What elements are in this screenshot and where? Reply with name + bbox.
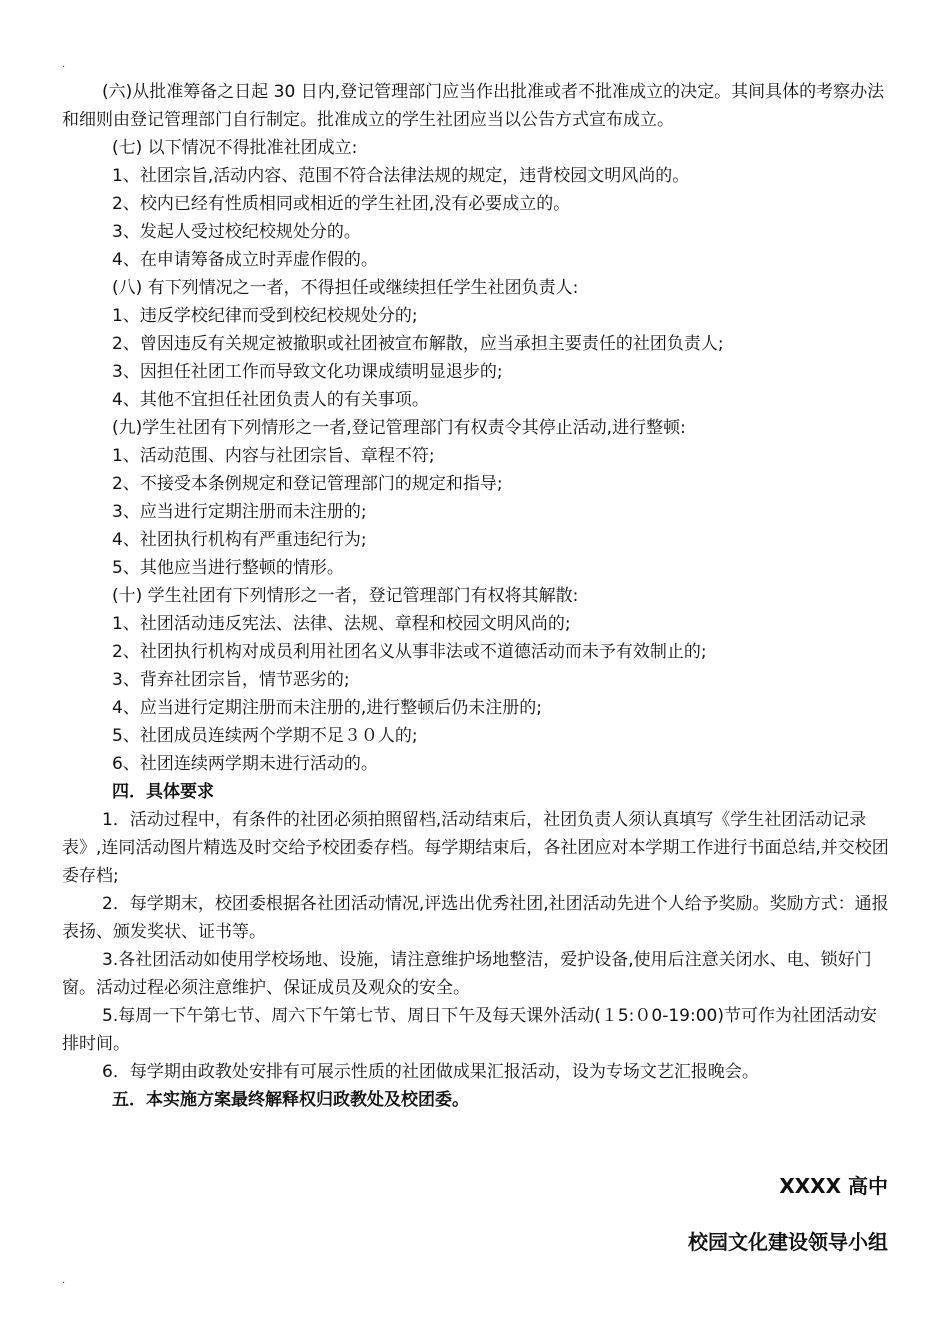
part-five-heading: 五．本实施方案最终解释权归政教处及校团委。 xyxy=(112,1090,469,1110)
list-item: 5、其他应当进行整顿的情形。 xyxy=(112,558,344,578)
list-item: 2、社团执行机构对成员利用社团名义从事非法或不道德活动而未予有效制止的; xyxy=(112,642,707,662)
signature-school: XXXX 高中 xyxy=(779,1174,888,1198)
section-seven-title: (七) 以下情况不得批准社团成立: xyxy=(112,138,358,158)
section-nine-title: (九)学生社团有下列情形之一者,登记管理部门有权责令其停止活动,进行整顿: xyxy=(112,418,686,438)
section-eight-title: (八) 有下列情况之一者，不得担任或继续担任学生社团负责人: xyxy=(112,278,579,298)
page-bottom-mark: . xyxy=(62,1275,66,1286)
list-item: 1、活动范围、内容与社团宗旨、章程不符; xyxy=(112,446,435,466)
list-item: 4、社团执行机构有严重违纪行为; xyxy=(112,530,367,550)
list-item: 3、因担任社团工作而导致文化功课成绩明显退步的; xyxy=(112,362,503,382)
list-item: 4、在申请筹备成立时弄虚作假的。 xyxy=(112,250,378,270)
list-item: 1、社团活动违反宪法、法律、法规、章程和校园文明风尚的; xyxy=(112,614,571,634)
list-item: 3、背弃社团宗旨，情节恶劣的; xyxy=(112,670,350,690)
section-ten-title: (十) 学生社团有下列情形之一者，登记管理部门有权将其解散: xyxy=(112,586,579,606)
list-item: 6、社团连续两学期未进行活动的。 xyxy=(112,754,378,774)
requirement-paragraph: 3.各社团活动如使用学校场地、设施，请注意维护场地整洁，爱护设备,使用后注意关闭水、电、锁好门窗。活动过程必须注意维护、保证成员及观众的安全。 xyxy=(62,950,872,998)
requirement-paragraph: 2．每学期末，校团委根据各社团活动情况,评选出优秀社团,社团活动先进个人给予奖励。奖励方式：通报表扬、颁发奖状、证书等。 xyxy=(62,894,889,942)
list-item: 1、违反学校纪律而受到校纪校规处分的; xyxy=(112,306,418,326)
section-six-paragraph: (六)从批准筹备之日起 30 日内,登记管理部门应当作出批准或者不批准成立的决定。其间具体的考察办法和细则由登记管理部门自行制定。批准成立的学生社团应当以公告方式宣布成立。 xyxy=(62,82,885,130)
list-item: 2、校内已经有性质相同或相近的学生社团,没有必要成立的。 xyxy=(112,194,571,214)
requirement-paragraph: 6．每学期由政教处安排有可展示性质的社团做成果汇报活动，设为专场文艺汇报晚会。 xyxy=(102,1062,759,1082)
list-item: 3、应当进行定期注册而未注册的; xyxy=(112,502,367,522)
list-item: 1、社团宗旨,活动内容、范围不符合法律法规的规定，违背校园文明风尚的。 xyxy=(112,166,690,186)
list-item: 2、不接受本条例规定和登记管理部门的规定和指导; xyxy=(112,474,503,494)
requirement-paragraph: 5.每周一下午第七节、周六下午第七节、周日下午及每天课外活动(１5:０0-19:00)节可作为社团活动安排时间。 xyxy=(62,1006,877,1054)
page-top-mark: . xyxy=(62,59,66,70)
list-item: 4、应当进行定期注册而未注册的,进行整顿后仍未注册的; xyxy=(112,698,542,718)
part-four-heading: 四．具体要求 xyxy=(112,782,214,802)
requirement-paragraph: 1．活动过程中，有条件的社团必须拍照留档,活动结束后，社团负责人须认真填写《学生社团活动记录表》,连同活动图片精选及时交给予校团委存档。每学期结束后，各社团应对本学期工作进行书面总结,并交校团委存档; xyxy=(62,810,889,886)
list-item: 4、其他不宜担任社团负责人的有关事项。 xyxy=(112,390,429,410)
list-item: 2、曾因违反有关规定被撤职或社团被宣布解散，应当承担主要责任的社团负责人; xyxy=(112,334,724,354)
document-body xyxy=(62,78,890,1114)
list-item: 3、发起人受过校纪校规处分的。 xyxy=(112,222,361,242)
list-item: 5、社团成员连续两个学期不足３０人的; xyxy=(112,726,418,746)
signature-group: 校园文化建设领导小组 xyxy=(688,1230,888,1254)
